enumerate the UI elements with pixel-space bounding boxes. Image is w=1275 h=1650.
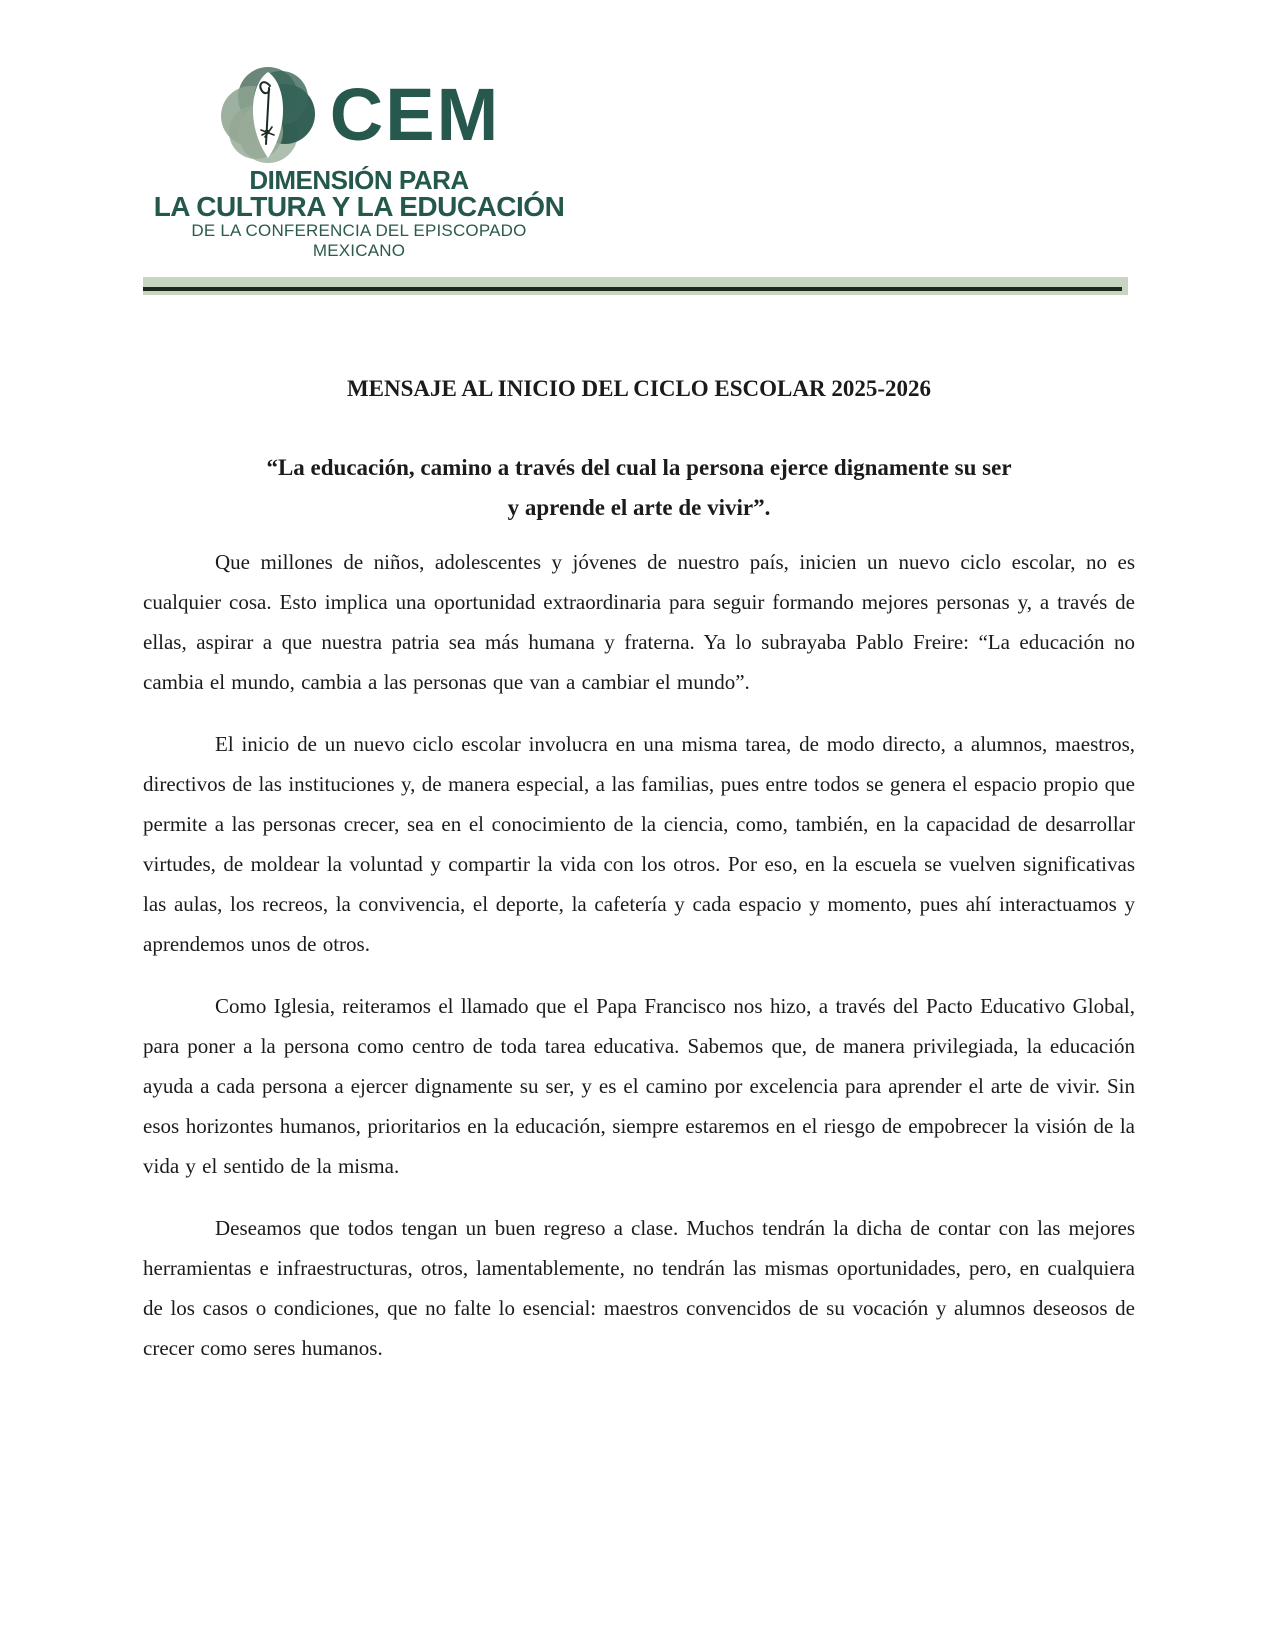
letterhead bbox=[143, 64, 575, 261]
body-text bbox=[143, 542, 1135, 1368]
header-divider-line bbox=[143, 287, 1122, 291]
subtitle-line-2: y aprende el arte de vivir”. bbox=[507, 495, 771, 520]
cem-wordmark: CEM bbox=[329, 73, 501, 156]
paragraph-3: Como Iglesia, reiteramos el llamado que el Papa Francisco nos hizo, a través del Pacto Educativo Global, para poner a la persona como centro de toda tarea educativa. Sabemos que, de manera privilegiada, la educación ayuda a cada persona a ejercer dignamente su ser, y es el camino por excelencia para aprender el arte de vivir. Sin esos horizontes humanos, prioritarios en la educación, siempre estaremos en el riesgo de empobrecer la visión de la vida y el sentido de la misma. bbox=[143, 994, 1135, 1178]
subtitle-line-1: “La educación, camino a través del cual la persona ejerce dignamente su ser bbox=[266, 455, 1012, 480]
document-subtitle bbox=[143, 448, 1135, 528]
letterhead-line-conferencia: DE LA CONFERENCIA DEL EPISCOPADO MEXICANO bbox=[191, 221, 527, 260]
letterhead-line-dimension: DIMENSIÓN PARA bbox=[249, 165, 469, 195]
cem-crozier-emblem-icon bbox=[218, 64, 318, 166]
cem-logo bbox=[143, 64, 575, 166]
header-divider-band bbox=[143, 277, 1128, 295]
paragraph-2: El inicio de un nuevo ciclo escolar involucra en una misma tarea, de modo directo, a alumnos, maestros, directivos de las instituciones y, de manera especial, a las familias, pues entre todos se genera el espacio propio que permite a las personas crecer, sea en el conocimiento de la ciencia, como, también, en la capacidad de desarrollar virtudes, de moldear la voluntad y compartir la vida con los otros. Por eso, en la escuela se vuelven significativas las aulas, los recreos, la convivencia, el deporte, la cafetería y cada espacio y momento, pues ahí interactuamos y aprendemos unos de otros. bbox=[143, 732, 1135, 956]
paragraph-1: Que millones de niños, adolescentes y jóvenes de nuestro país, inicien un nuevo ciclo escolar, no es cualquier cosa. Esto implica una oportunidad extraordinaria para seguir formando mejores personas y, a través de ellas, aspirar a que nuestra patria sea más humana y fraterna. Ya lo subrayaba Pablo Freire: “La educación no cambia el mundo, cambia a las personas que van a cambiar el mundo”. bbox=[143, 550, 1135, 694]
letterhead-line-cultura-educacion: LA CULTURA Y LA EDUCACIÓN bbox=[153, 191, 565, 222]
document-content bbox=[143, 376, 1135, 1368]
document-title: MENSAJE AL INICIO DEL CICLO ESCOLAR 2025-2026 bbox=[346, 376, 932, 401]
paragraph-4: Deseamos que todos tengan un buen regreso a clase. Muchos tendrán la dicha de contar con las mejores herramientas e infraestructuras, otros, lamentablemente, no tendrán las mismas oportunidades, pero, en cualquiera de los casos o condiciones, que no falte lo esencial: maestros convencidos de su vocación y alumnos deseosos de crecer como seres humanos. bbox=[143, 1216, 1135, 1360]
